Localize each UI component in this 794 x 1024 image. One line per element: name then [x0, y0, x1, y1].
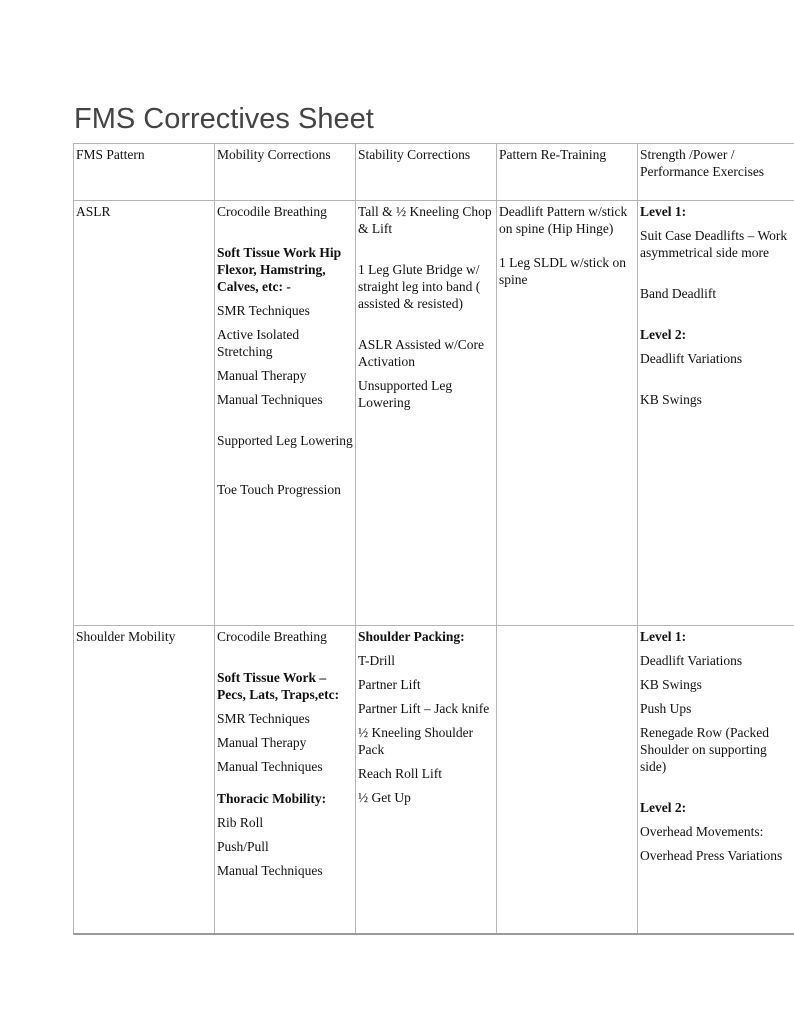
list-item: Push Ups [640, 701, 692, 716]
list-item: Deadlift Pattern w/stick on spine (Hip Hinge) [499, 204, 628, 236]
header-mobility-corrections: Mobility Corrections [215, 144, 356, 201]
list-item: Partner Lift [358, 677, 421, 692]
level-heading: Level 1: [640, 629, 687, 644]
list-item: Reach Roll Lift [358, 766, 442, 781]
aslr-mobility-cell [215, 201, 356, 626]
list-item: KB Swings [640, 677, 702, 692]
list-heading: Soft Tissue Work – Pecs, Lats, Traps,etc: [217, 670, 340, 702]
list-heading: Thoracic Mobility: [217, 791, 327, 806]
list-item: Active Isolated Stretching [217, 327, 300, 359]
list-item: ½ Kneeling Shoulder Pack [358, 725, 474, 757]
list-item: Suit Case Deadlifts – Work asymmetrical side more [640, 228, 788, 260]
list-item: Manual Techniques [217, 759, 323, 774]
shoulder-pattern-cell [74, 626, 215, 933]
level-heading: Level 2: [640, 800, 687, 815]
list-item: Toe Touch Progression [217, 482, 341, 497]
list-item: Manual Techniques [217, 863, 323, 878]
list-item: T-Drill [358, 653, 395, 668]
header-stability-corrections: Stability Corrections [356, 144, 497, 201]
shoulder-retraining-cell [497, 626, 638, 933]
list-heading: Soft Tissue Work Hip Flexor, Hamstring, Calves, etc: - [217, 245, 342, 294]
shoulder-mobility-cell [215, 626, 356, 933]
level-heading: Level 2: [640, 327, 687, 342]
list-item: KB Swings [640, 392, 702, 407]
list-item: Supported Leg Lowering [217, 433, 353, 448]
list-item: SMR Techniques [217, 303, 310, 318]
list-item: Deadlift Variations [640, 351, 743, 366]
aslr-strength-cell [638, 201, 794, 626]
list-item: Renegade Row (Packed Shoulder on supporting side) [640, 725, 769, 774]
list-item: Unsupported Leg Lowering [358, 378, 453, 410]
aslr-stability-cell [356, 201, 497, 626]
correctives-table [73, 143, 794, 935]
list-item: Band Deadlift [640, 286, 717, 301]
page-title: FMS Correctives Sheet [74, 103, 374, 135]
list-item: Overhead Press Variations [640, 848, 783, 863]
level-heading: Level 1: [640, 204, 687, 219]
list-item: Overhead Movements: [640, 824, 764, 839]
header-fms-pattern: FMS Pattern [74, 144, 215, 201]
list-item: ASLR Assisted w/Core Activation [358, 337, 485, 369]
shoulder-stability-cell [356, 626, 497, 933]
pattern-name: Shoulder Mobility [76, 629, 176, 644]
header-strength-power-performance: Strength /Power / Performance Exercises [638, 144, 794, 201]
list-item: 1 Leg Glute Bridge w/ straight leg into band ( assisted & resisted) [358, 262, 481, 311]
list-item: Manual Therapy [217, 368, 307, 383]
list-item: Tall & ½ Kneeling Chop & Lift [358, 204, 492, 236]
list-item: Manual Techniques [217, 392, 323, 407]
pattern-name: ASLR [76, 204, 111, 219]
list-item: Partner Lift – Jack knife [358, 701, 490, 716]
aslr-pattern-cell [74, 201, 215, 626]
list-heading: Shoulder Packing: [358, 629, 465, 644]
list-item: Manual Therapy [217, 735, 307, 750]
list-item: SMR Techniques [217, 711, 310, 726]
list-item: Crocodile Breathing [217, 204, 327, 219]
list-item: 1 Leg SLDL w/stick on spine [499, 255, 626, 287]
header-pattern-retraining: Pattern Re-Training [497, 144, 638, 201]
list-item: Rib Roll [217, 815, 264, 830]
list-item: ½ Get Up [358, 790, 411, 805]
list-item: Push/Pull [217, 839, 269, 854]
shoulder-strength-cell [638, 626, 794, 933]
aslr-retraining-cell [497, 201, 638, 626]
list-item: Crocodile Breathing [217, 629, 327, 644]
list-item: Deadlift Variations [640, 653, 743, 668]
